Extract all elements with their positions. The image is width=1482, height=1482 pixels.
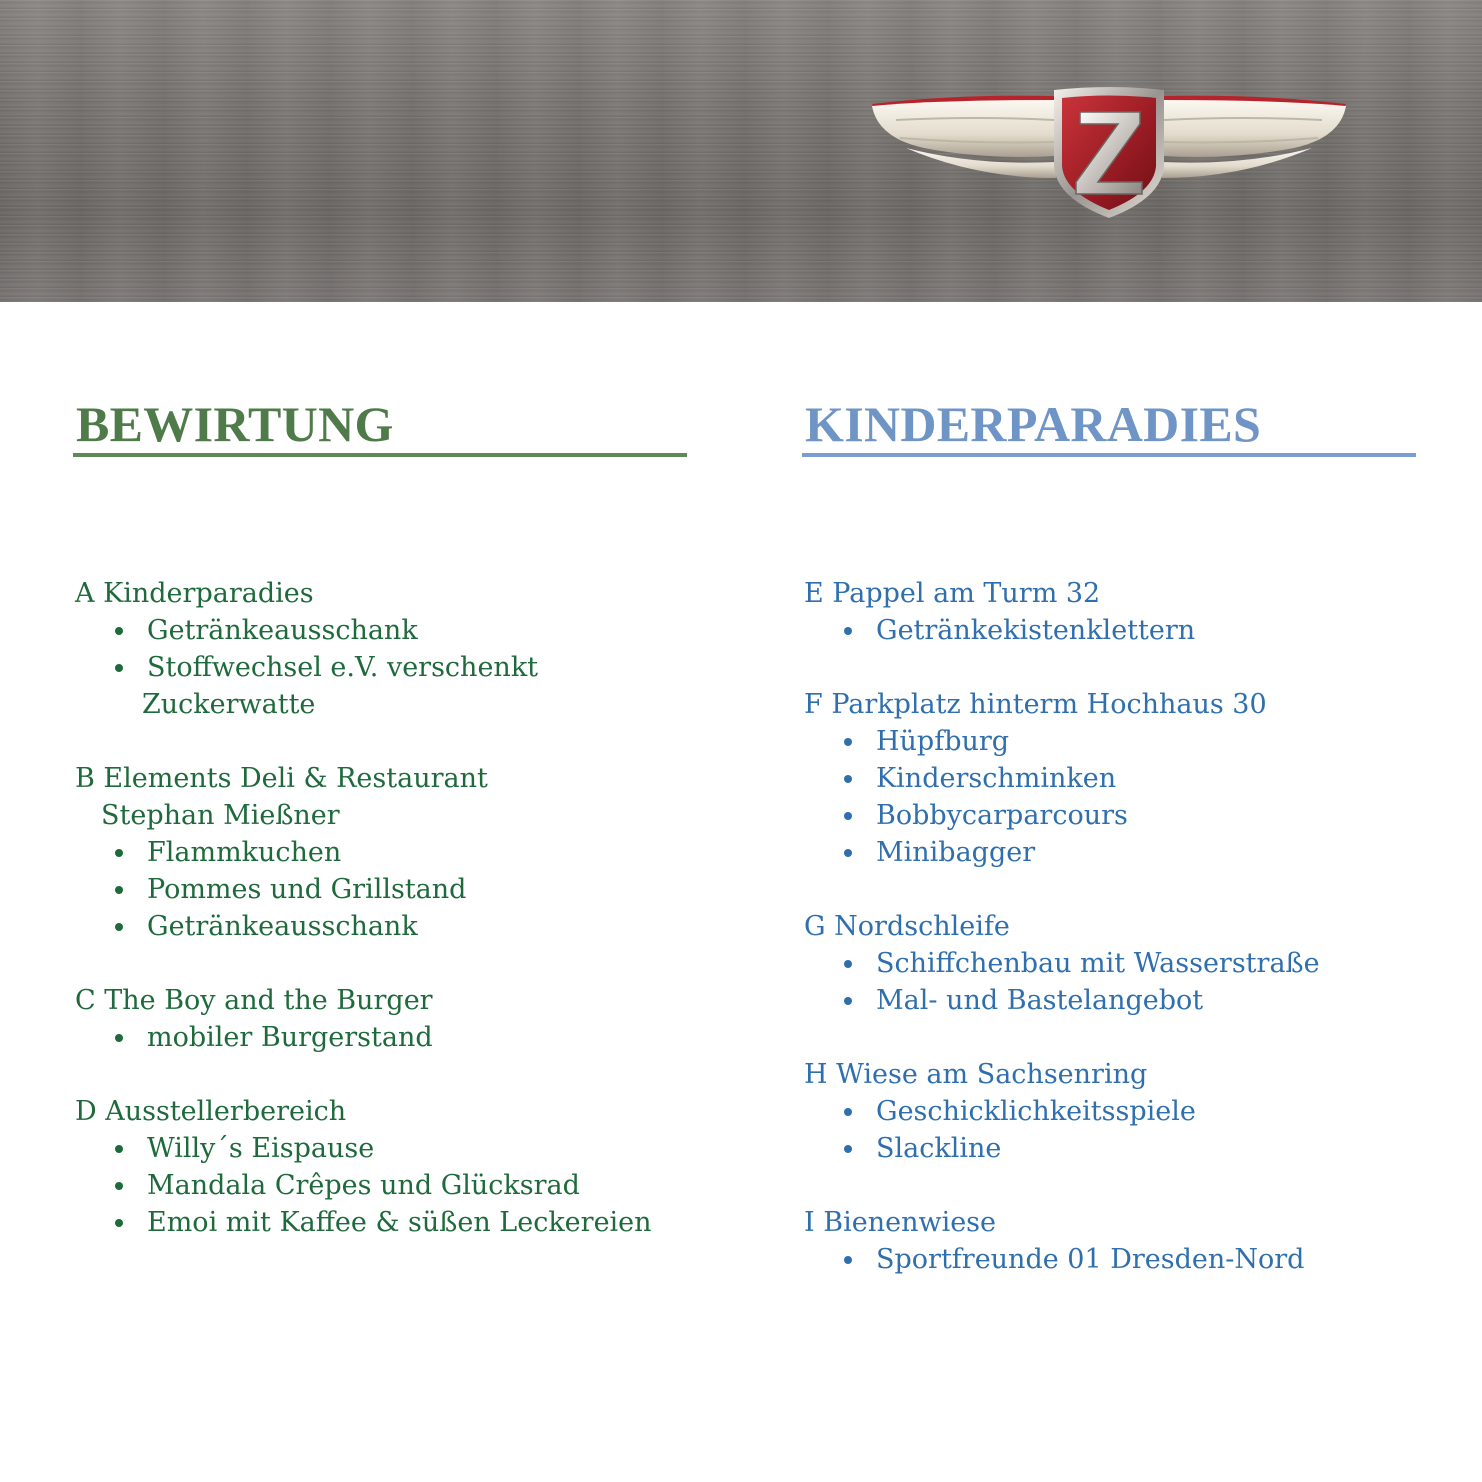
list-item: [804, 1130, 1416, 1167]
list-item: [75, 908, 687, 945]
offer-text: Willy´s Eispause: [147, 1133, 375, 1164]
activity-list: [804, 945, 1416, 1019]
list-item: [804, 797, 1416, 834]
bullet-icon: [844, 1108, 852, 1116]
list-item: [75, 612, 687, 649]
location-title: C The Boy and the Burger: [75, 985, 433, 1016]
location-title: E Pappel am Turm 32: [804, 578, 1101, 609]
offer-text: Mandala Crêpes und Glücksrad: [147, 1170, 580, 1201]
location-title: F Parkplatz hinterm Hochhaus 30: [804, 689, 1267, 720]
list-item: [804, 834, 1416, 871]
bullet-icon: [115, 849, 123, 857]
location-title: I Bienenwiese: [804, 1207, 997, 1238]
activity-text: Bobbycarparcours: [876, 800, 1128, 831]
activity-list: [804, 612, 1416, 649]
offer-text: Getränkeausschank: [147, 911, 418, 942]
bullet-icon: [844, 627, 852, 635]
location-section: [804, 1056, 1416, 1167]
location-section: [804, 1204, 1416, 1278]
location-title: B Elements Deli & Restaurant: [75, 763, 488, 794]
activity-text: Slackline: [876, 1133, 1002, 1164]
offer-list: [75, 1130, 687, 1241]
bullet-icon: [844, 1256, 852, 1264]
offer-text: Stoffwechsel e.V. verschenkt: [147, 652, 539, 683]
bullet-icon: [115, 664, 123, 672]
bullet-icon: [844, 997, 852, 1005]
bullet-icon: [115, 1034, 123, 1042]
bullet-icon: [844, 1145, 852, 1153]
location-subtitle: Stephan Mießner: [101, 800, 340, 831]
location-title: H Wiese am Sachsenring: [804, 1059, 1148, 1090]
location-section: [75, 982, 687, 1056]
activity-text: Getränkekistenklettern: [876, 615, 1196, 646]
location-section: [75, 760, 687, 945]
activity-text: Minibagger: [876, 837, 1036, 868]
activity-text: Schiffchenbau mit Wasserstraße: [876, 948, 1320, 979]
winged-z-emblem-icon: [866, 86, 1352, 222]
kinderparadies-column: [802, 398, 1416, 1315]
kinderparadies-heading: KINDERPARADIES: [802, 398, 1416, 457]
location-title: D Ausstellerbereich: [75, 1096, 347, 1127]
activity-text: Mal- und Bastelangebot: [876, 985, 1204, 1016]
list-item: [804, 1241, 1416, 1278]
list-item: [75, 1130, 687, 1167]
bullet-icon: [115, 886, 123, 894]
activity-text: Kinderschminken: [876, 763, 1117, 794]
list-item: [804, 982, 1416, 1019]
bullet-icon: [844, 960, 852, 968]
location-section: [75, 575, 687, 723]
offer-text: Emoi mit Kaffee & süßen Leckereien: [147, 1207, 652, 1238]
location-section: [804, 686, 1416, 871]
bewirtung-list: [73, 575, 687, 1241]
bullet-icon: [844, 738, 852, 746]
activity-text: Hüpfburg: [876, 726, 1010, 757]
activity-text: Sportfreunde 01 Dresden-Nord: [876, 1244, 1305, 1275]
offer-list: [75, 612, 687, 723]
list-item: [75, 649, 687, 723]
bullet-icon: [844, 775, 852, 783]
offer-text: Pommes und Grillstand: [147, 874, 467, 905]
list-item: [804, 760, 1416, 797]
offer-text: mobiler Burgerstand: [147, 1022, 433, 1053]
bewirtung-column: [73, 398, 687, 1278]
list-item: [75, 1167, 687, 1204]
offer-list: [75, 1019, 687, 1056]
bullet-icon: [115, 1145, 123, 1153]
list-item: [804, 945, 1416, 982]
location-title: A Kinderparadies: [75, 578, 314, 609]
offer-text: Getränkeausschank: [147, 615, 418, 646]
list-item: [804, 612, 1416, 649]
location-section: [804, 575, 1416, 649]
list-item: [804, 1093, 1416, 1130]
location-section: [804, 908, 1416, 1019]
offer-text-continued: Zuckerwatte: [142, 689, 316, 720]
list-item: [75, 1204, 687, 1241]
list-item: [75, 834, 687, 871]
bullet-icon: [115, 1182, 123, 1190]
bewirtung-heading: BEWIRTUNG: [73, 398, 687, 457]
location-title: G Nordschleife: [804, 911, 1010, 942]
bullet-icon: [844, 812, 852, 820]
bullet-icon: [115, 1219, 123, 1227]
header-banner: [0, 0, 1482, 302]
location-section: [75, 1093, 687, 1241]
activity-list: [804, 1093, 1416, 1167]
list-item: [75, 1019, 687, 1056]
activity-text: Geschicklichkeitsspiele: [876, 1096, 1196, 1127]
list-item: [75, 871, 687, 908]
activity-list: [804, 1241, 1416, 1278]
bullet-icon: [115, 923, 123, 931]
list-item: [804, 723, 1416, 760]
bullet-icon: [115, 627, 123, 635]
kinderparadies-list: [802, 575, 1416, 1278]
offer-text: Flammkuchen: [147, 837, 342, 868]
activity-list: [804, 723, 1416, 871]
bullet-icon: [844, 849, 852, 857]
offer-list: [75, 834, 687, 945]
